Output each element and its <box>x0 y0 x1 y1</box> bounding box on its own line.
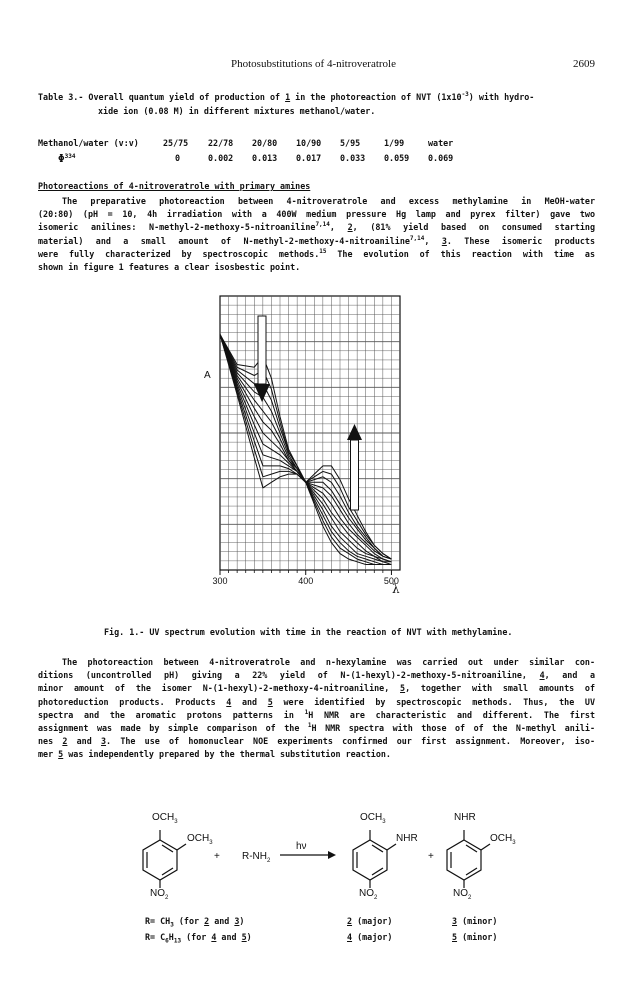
table-cell: 0.017 <box>296 153 322 164</box>
plus-sign: + <box>214 851 220 862</box>
quantum-yield-table <box>38 137 453 168</box>
reactant-och3-side: $OCH_3$ <box>187 833 213 846</box>
product2-no2: $NO_2$ <box>453 888 472 901</box>
hv-label: hν <box>296 841 307 852</box>
table-cell: 0.002 <box>208 153 234 164</box>
table-cell: 20/80 <box>252 138 278 148</box>
section-heading: Photoreactions of 4-nitroveratrole with primary amines <box>38 181 311 191</box>
product-major-benzene-ring <box>353 830 396 888</box>
uv-spectrum-figure <box>190 292 530 596</box>
text-line: photoreduction products. Products 4 and 5 were identified by spectroscopic methods. Thus, the UV <box>38 696 595 707</box>
product2-och3: $OCH_3$ <box>490 833 516 846</box>
table-cell: 22/78 <box>208 138 234 148</box>
product1-och3: $OCH_3$ <box>360 812 386 825</box>
table-cell: water <box>428 138 454 148</box>
text-line: nes 2 and 3. The use of homonuclear NOE experiments confirmed our first assignment. Moreover, iso- <box>38 736 595 747</box>
text-line: assignment was made by simple comparison of the $^1$H NMR spectra with those of of the N-methyl anili- <box>38 722 595 734</box>
table-cell: 0.069 <box>428 153 454 164</box>
paragraph-primary-amines <box>38 195 595 274</box>
text-line: The preparative photoreaction between 4-nitroveratrole and excess methylamine in MeOH-water <box>62 196 595 206</box>
text-line: (20:80) (pH = 10, 4h irradiation with a 400W medium pressure Hg lamp and pyrex filter) gave two <box>38 209 595 220</box>
paragraph-hexylamine <box>38 656 595 762</box>
table3-caption-line1: Table 3.- Overall quantum yield of production of 1 in the photoreaction of NVT $(1x10^{-3})$ with hydro- <box>38 91 535 102</box>
table-cell: 0.059 <box>384 153 410 164</box>
text-line: were fully characterized by spectroscopic methods.$^{15}$ The evolution of this reaction with time as <box>38 248 595 259</box>
reactant-benzene-ring <box>143 830 186 888</box>
chart-grid <box>220 296 400 570</box>
table-cell: 0.013 <box>252 153 278 164</box>
text-line: ditions (uncontrolled pH) giving a 22% yield of N-(1-hexyl)-2-methoxy-5-nitroaniline, 4, and a <box>38 670 595 681</box>
reactant-och3-top: $OCH_3$ <box>152 812 178 825</box>
x-tick-label: 300 <box>212 576 228 586</box>
table-cell: 5/95 <box>340 138 361 148</box>
product-minor-benzene-ring <box>447 830 490 888</box>
text-line: minor amount of the isomer N-(1-hexyl)-2-methoxy-4-nitroaniline, 5, together with small amounts of <box>38 683 595 694</box>
table-cell: 25/75 <box>163 138 189 148</box>
text-line: spectra and the aromatic protons patterns in $^1$H NMR are characteristic and different. The first <box>38 709 595 720</box>
table-row <box>38 152 453 168</box>
table3-caption-line2: xide ion (0.08 M) in different mixtures methanol/water. <box>98 106 376 116</box>
product2-label: 5 (minor) <box>452 932 498 942</box>
reactant-no2: $NO_2$ <box>150 888 169 901</box>
text-line: The photoreaction between 4-nitroveratrole and n-hexylamine was carried out under similar con- <box>62 657 595 667</box>
x-tick-label: 500 <box>383 576 399 586</box>
x-axis-ticks <box>212 570 398 586</box>
y-axis-label: A <box>204 370 211 381</box>
table-row <box>38 137 453 152</box>
row-label-phi: $\Phi^{334}$ <box>58 152 76 166</box>
table-cell: 1/99 <box>384 138 405 148</box>
running-header-title: Photosubstitutions of 4-nitroveratrole <box>231 58 396 70</box>
product1-nhr: NHR <box>396 833 418 844</box>
plus-sign: + <box>428 851 434 862</box>
figure-caption: Fig. 1.- UV spectrum evolution with time in the reaction of NVT with methylamine. <box>104 627 513 637</box>
r-definition-hexyl: $R= C_6H_{13}$ (for 4 and 5) <box>145 932 252 945</box>
r-definition-methyl: $R= CH_3$ (for 2 and 3) <box>145 916 245 929</box>
product1-no2: $NO_2$ <box>359 888 378 901</box>
product2-nhr: NHR <box>454 812 476 823</box>
product1-label: 2 (major) <box>347 916 393 926</box>
row-label-solvent: Methanol/water (v:v) <box>38 138 139 148</box>
product1-label: 4 (major) <box>347 932 393 942</box>
page-number: 2609 <box>573 58 595 70</box>
down-arrow-shaft <box>258 316 266 384</box>
table-cell: 0.033 <box>340 153 366 164</box>
text-line: shown in figure 1 features a clear isosbestic point. <box>38 262 301 273</box>
x-axis-label: λ <box>392 582 400 596</box>
up-arrow-shaft <box>351 440 359 510</box>
amine-reagent: $R-NH_2$ <box>242 851 271 864</box>
text-line: mer 5 was independently prepared by the thermal substitution reaction. <box>38 749 391 760</box>
product2-label: 3 (minor) <box>452 916 498 926</box>
reaction-arrow <box>280 851 336 859</box>
text-line: material) and a small amount of N-methyl-2-methoxy-4-nitroaniline$^{7,14}$, 3. These isomeric products <box>38 234 595 246</box>
text-line: isomeric anilines: N-methyl-2-methoxy-5-nitroaniline$^{7,14}$, 2, (81% yield based on consumed starting <box>38 221 595 233</box>
up-arrow-head <box>347 424 362 440</box>
x-tick-label: 400 <box>298 576 314 586</box>
table-cell: 0 <box>175 153 181 164</box>
table-cell: 10/90 <box>296 138 322 148</box>
